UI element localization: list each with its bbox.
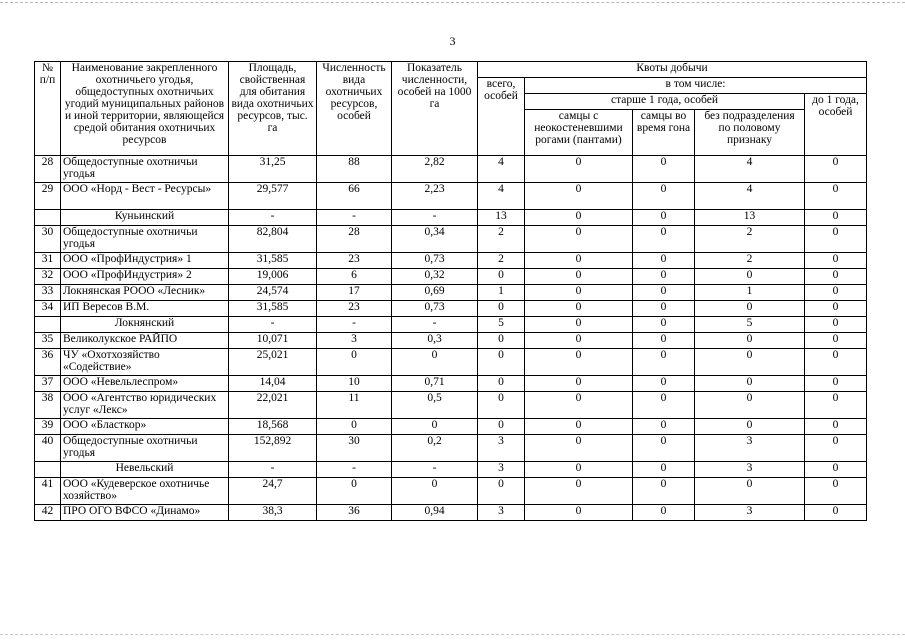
row-area: 24,7 — [229, 478, 317, 505]
row-density: 0 — [392, 419, 478, 435]
row-area: 18,568 — [229, 419, 317, 435]
row-population: 0 — [317, 349, 392, 376]
header-num: № п/п — [35, 62, 61, 156]
row-total: 3 — [478, 462, 525, 478]
row-antlers: 0 — [525, 210, 633, 226]
row-no-sex: 4 — [695, 183, 805, 210]
row-area: 19,006 — [229, 269, 317, 285]
header-season-males: самцы во время гона — [633, 110, 695, 156]
row-no-sex: 0 — [695, 349, 805, 376]
row-population: 23 — [317, 301, 392, 317]
row-younger: 0 — [805, 226, 867, 253]
row-antlers: 0 — [525, 269, 633, 285]
row-total: 5 — [478, 317, 525, 333]
row-antlers: 0 — [525, 376, 633, 392]
row-population: 0 — [317, 478, 392, 505]
row-younger: 0 — [805, 419, 867, 435]
row-younger: 0 — [805, 333, 867, 349]
row-total: 0 — [478, 269, 525, 285]
row-area: - — [229, 462, 317, 478]
row-season-males: 0 — [633, 317, 695, 333]
table-row — [35, 419, 867, 435]
table-row — [35, 505, 867, 521]
row-total: 2 — [478, 253, 525, 269]
scan-edge-bottom — [0, 634, 905, 635]
header-density: Показатель численности, особей на 1000 га — [392, 62, 478, 156]
row-no-sex: 3 — [695, 435, 805, 462]
row-total: 1 — [478, 285, 525, 301]
row-population: 36 — [317, 505, 392, 521]
row-antlers: 0 — [525, 478, 633, 505]
row-population: 30 — [317, 435, 392, 462]
row-num: 32 — [35, 269, 61, 285]
row-antlers: 0 — [525, 435, 633, 462]
row-population: - — [317, 462, 392, 478]
row-younger: 0 — [805, 376, 867, 392]
row-no-sex: 2 — [695, 226, 805, 253]
row-density: - — [392, 317, 478, 333]
row-no-sex: 13 — [695, 210, 805, 226]
row-population: 0 — [317, 419, 392, 435]
row-population: 10 — [317, 376, 392, 392]
row-name: ЧУ «Охотхозяйство «Содействие» — [61, 349, 229, 376]
row-season-males: 0 — [633, 349, 695, 376]
row-population: 3 — [317, 333, 392, 349]
table-row — [35, 156, 867, 183]
row-density: 0,34 — [392, 226, 478, 253]
row-name: Невельский — [61, 462, 229, 478]
row-younger: 0 — [805, 349, 867, 376]
row-younger: 0 — [805, 505, 867, 521]
row-younger: 0 — [805, 478, 867, 505]
row-area: - — [229, 317, 317, 333]
table-row — [35, 392, 867, 419]
row-no-sex: 0 — [695, 478, 805, 505]
district-subtotal-row — [35, 317, 867, 333]
row-num: 35 — [35, 333, 61, 349]
scan-edge-top — [0, 2, 905, 3]
row-total: 2 — [478, 226, 525, 253]
row-younger: 0 — [805, 183, 867, 210]
row-num: 36 — [35, 349, 61, 376]
quota-table-body — [35, 156, 867, 521]
row-area: 152,892 — [229, 435, 317, 462]
row-younger: 0 — [805, 317, 867, 333]
row-population: 23 — [317, 253, 392, 269]
row-season-males: 0 — [633, 226, 695, 253]
row-season-males: 0 — [633, 269, 695, 285]
row-no-sex: 1 — [695, 285, 805, 301]
row-antlers: 0 — [525, 419, 633, 435]
row-no-sex: 0 — [695, 333, 805, 349]
row-total: 4 — [478, 156, 525, 183]
row-younger: 0 — [805, 285, 867, 301]
row-density: 2,23 — [392, 183, 478, 210]
row-no-sex: 0 — [695, 269, 805, 285]
row-season-males: 0 — [633, 333, 695, 349]
row-name: ООО «Кудеверское охотничье хозяйство» — [61, 478, 229, 505]
row-num: 30 — [35, 226, 61, 253]
row-total: 3 — [478, 435, 525, 462]
row-population: 66 — [317, 183, 392, 210]
row-density: 0 — [392, 349, 478, 376]
row-antlers: 0 — [525, 301, 633, 317]
row-density: 0,73 — [392, 301, 478, 317]
table-row — [35, 301, 867, 317]
row-season-males: 0 — [633, 210, 695, 226]
header-total: всего, особей — [478, 78, 525, 156]
row-population: 88 — [317, 156, 392, 183]
row-antlers: 0 — [525, 156, 633, 183]
row-antlers: 0 — [525, 333, 633, 349]
row-total: 0 — [478, 301, 525, 317]
header-antlers: самцы с неокостеневшими рогами (пантами) — [525, 110, 633, 156]
row-season-males: 0 — [633, 156, 695, 183]
table-row — [35, 376, 867, 392]
row-name: ООО «ПрофИндустрия» 1 — [61, 253, 229, 269]
row-no-sex: 3 — [695, 505, 805, 521]
row-antlers: 0 — [525, 392, 633, 419]
row-density: 0,3 — [392, 333, 478, 349]
row-num: 34 — [35, 301, 61, 317]
table-row — [35, 226, 867, 253]
row-no-sex: 2 — [695, 253, 805, 269]
header-name: Наименование закрепленного охотничьего угодья, общедоступных охотничьих угодий муниципальных районов и иной территории, являющейся средой обитания охотничьих ресурсов — [61, 62, 229, 156]
row-population: 11 — [317, 392, 392, 419]
row-density: 2,82 — [392, 156, 478, 183]
row-antlers: 0 — [525, 285, 633, 301]
row-antlers: 0 — [525, 253, 633, 269]
header-population: Численность вида охотничьих ресурсов, особей — [317, 62, 392, 156]
row-antlers: 0 — [525, 317, 633, 333]
district-subtotal-row — [35, 462, 867, 478]
row-name: ООО «Агентство юридических услуг «Лекс» — [61, 392, 229, 419]
quota-table — [34, 61, 867, 521]
row-season-males: 0 — [633, 505, 695, 521]
row-name: ООО «Бласткор» — [61, 419, 229, 435]
row-antlers: 0 — [525, 226, 633, 253]
table-row — [35, 183, 867, 210]
row-area: 29,577 — [229, 183, 317, 210]
row-population: 17 — [317, 285, 392, 301]
row-num: 31 — [35, 253, 61, 269]
row-num: 40 — [35, 435, 61, 462]
row-season-males: 0 — [633, 301, 695, 317]
row-density: 0,69 — [392, 285, 478, 301]
row-total: 0 — [478, 419, 525, 435]
row-name: ООО «Норд - Вест - Ресурсы» — [61, 183, 229, 210]
row-younger: 0 — [805, 253, 867, 269]
page-number: 3 — [449, 34, 456, 48]
row-population: 6 — [317, 269, 392, 285]
row-name: Великолукское РАЙПО — [61, 333, 229, 349]
row-num: 33 — [35, 285, 61, 301]
row-total: 0 — [478, 392, 525, 419]
row-season-males: 0 — [633, 253, 695, 269]
row-younger: 0 — [805, 435, 867, 462]
row-season-males: 0 — [633, 478, 695, 505]
row-name: Общедоступные охотничьи угодья — [61, 226, 229, 253]
row-num: 37 — [35, 376, 61, 392]
header-including: в том числе: — [525, 78, 867, 94]
row-name: Локнянская РООО «Лесник» — [61, 285, 229, 301]
row-population: 28 — [317, 226, 392, 253]
row-season-males: 0 — [633, 435, 695, 462]
row-no-sex: 0 — [695, 301, 805, 317]
row-name: Общедоступные охотничьи угодья — [61, 156, 229, 183]
row-area: 22,021 — [229, 392, 317, 419]
row-area: 10,071 — [229, 333, 317, 349]
row-num: 29 — [35, 183, 61, 210]
row-density: 0,73 — [392, 253, 478, 269]
row-younger: 0 — [805, 156, 867, 183]
row-population: - — [317, 317, 392, 333]
row-no-sex: 4 — [695, 156, 805, 183]
row-name: ПРО ОГО ВФСО «Динамо» — [61, 505, 229, 521]
row-density: 0,71 — [392, 376, 478, 392]
header-area: Площадь, свойственная для обитания вида охотничьих ресурсов, тыс. га — [229, 62, 317, 156]
row-density: - — [392, 210, 478, 226]
header-younger: до 1 года, особей — [805, 94, 867, 156]
row-antlers: 0 — [525, 183, 633, 210]
row-density: 0,2 — [392, 435, 478, 462]
row-density: 0,94 — [392, 505, 478, 521]
row-name: ИП Вересов В.М. — [61, 301, 229, 317]
row-total: 0 — [478, 349, 525, 376]
row-name: Куньинский — [61, 210, 229, 226]
row-density: 0,32 — [392, 269, 478, 285]
row-population: - — [317, 210, 392, 226]
row-area: 14,04 — [229, 376, 317, 392]
row-area: 31,585 — [229, 253, 317, 269]
row-num — [35, 462, 61, 478]
row-total: 4 — [478, 183, 525, 210]
row-num: 39 — [35, 419, 61, 435]
row-num — [35, 317, 61, 333]
row-season-males: 0 — [633, 183, 695, 210]
row-younger: 0 — [805, 392, 867, 419]
row-no-sex: 0 — [695, 419, 805, 435]
table-row — [35, 285, 867, 301]
row-no-sex: 0 — [695, 376, 805, 392]
row-younger: 0 — [805, 301, 867, 317]
header-quotas: Квоты добычи — [478, 62, 867, 78]
row-num: 28 — [35, 156, 61, 183]
row-num: 41 — [35, 478, 61, 505]
row-name: ООО «ПрофИндустрия» 2 — [61, 269, 229, 285]
row-num: 38 — [35, 392, 61, 419]
table-row — [35, 349, 867, 376]
row-younger: 0 — [805, 269, 867, 285]
row-season-males: 0 — [633, 285, 695, 301]
row-area: 82,804 — [229, 226, 317, 253]
row-younger: 0 — [805, 210, 867, 226]
table-row — [35, 435, 867, 462]
row-total: 0 — [478, 478, 525, 505]
row-season-males: 0 — [633, 462, 695, 478]
row-antlers: 0 — [525, 505, 633, 521]
row-area: 25,021 — [229, 349, 317, 376]
row-density: - — [392, 462, 478, 478]
row-no-sex: 0 — [695, 392, 805, 419]
row-season-males: 0 — [633, 376, 695, 392]
row-season-males: 0 — [633, 392, 695, 419]
row-no-sex: 5 — [695, 317, 805, 333]
row-season-males: 0 — [633, 419, 695, 435]
row-num: 42 — [35, 505, 61, 521]
row-density: 0 — [392, 478, 478, 505]
row-total: 0 — [478, 333, 525, 349]
table-row — [35, 253, 867, 269]
row-density: 0,5 — [392, 392, 478, 419]
row-name: Общедоступные охотничьи угодья — [61, 435, 229, 462]
row-total: 13 — [478, 210, 525, 226]
row-total: 0 — [478, 376, 525, 392]
row-no-sex: 3 — [695, 462, 805, 478]
row-antlers: 0 — [525, 349, 633, 376]
row-antlers: 0 — [525, 462, 633, 478]
row-area: 38,3 — [229, 505, 317, 521]
table-row — [35, 478, 867, 505]
district-subtotal-row — [35, 210, 867, 226]
row-name: Локнянский — [61, 317, 229, 333]
row-younger: 0 — [805, 462, 867, 478]
header-no-sex: без подразделения по половому признаку — [695, 110, 805, 156]
row-area: 31,585 — [229, 301, 317, 317]
table-row — [35, 333, 867, 349]
header-older: старше 1 года, особей — [525, 94, 805, 110]
row-num — [35, 210, 61, 226]
row-area: - — [229, 210, 317, 226]
row-total: 3 — [478, 505, 525, 521]
table-row — [35, 269, 867, 285]
row-area: 31,25 — [229, 156, 317, 183]
row-name: ООО «Невельлеспром» — [61, 376, 229, 392]
row-area: 24,574 — [229, 285, 317, 301]
